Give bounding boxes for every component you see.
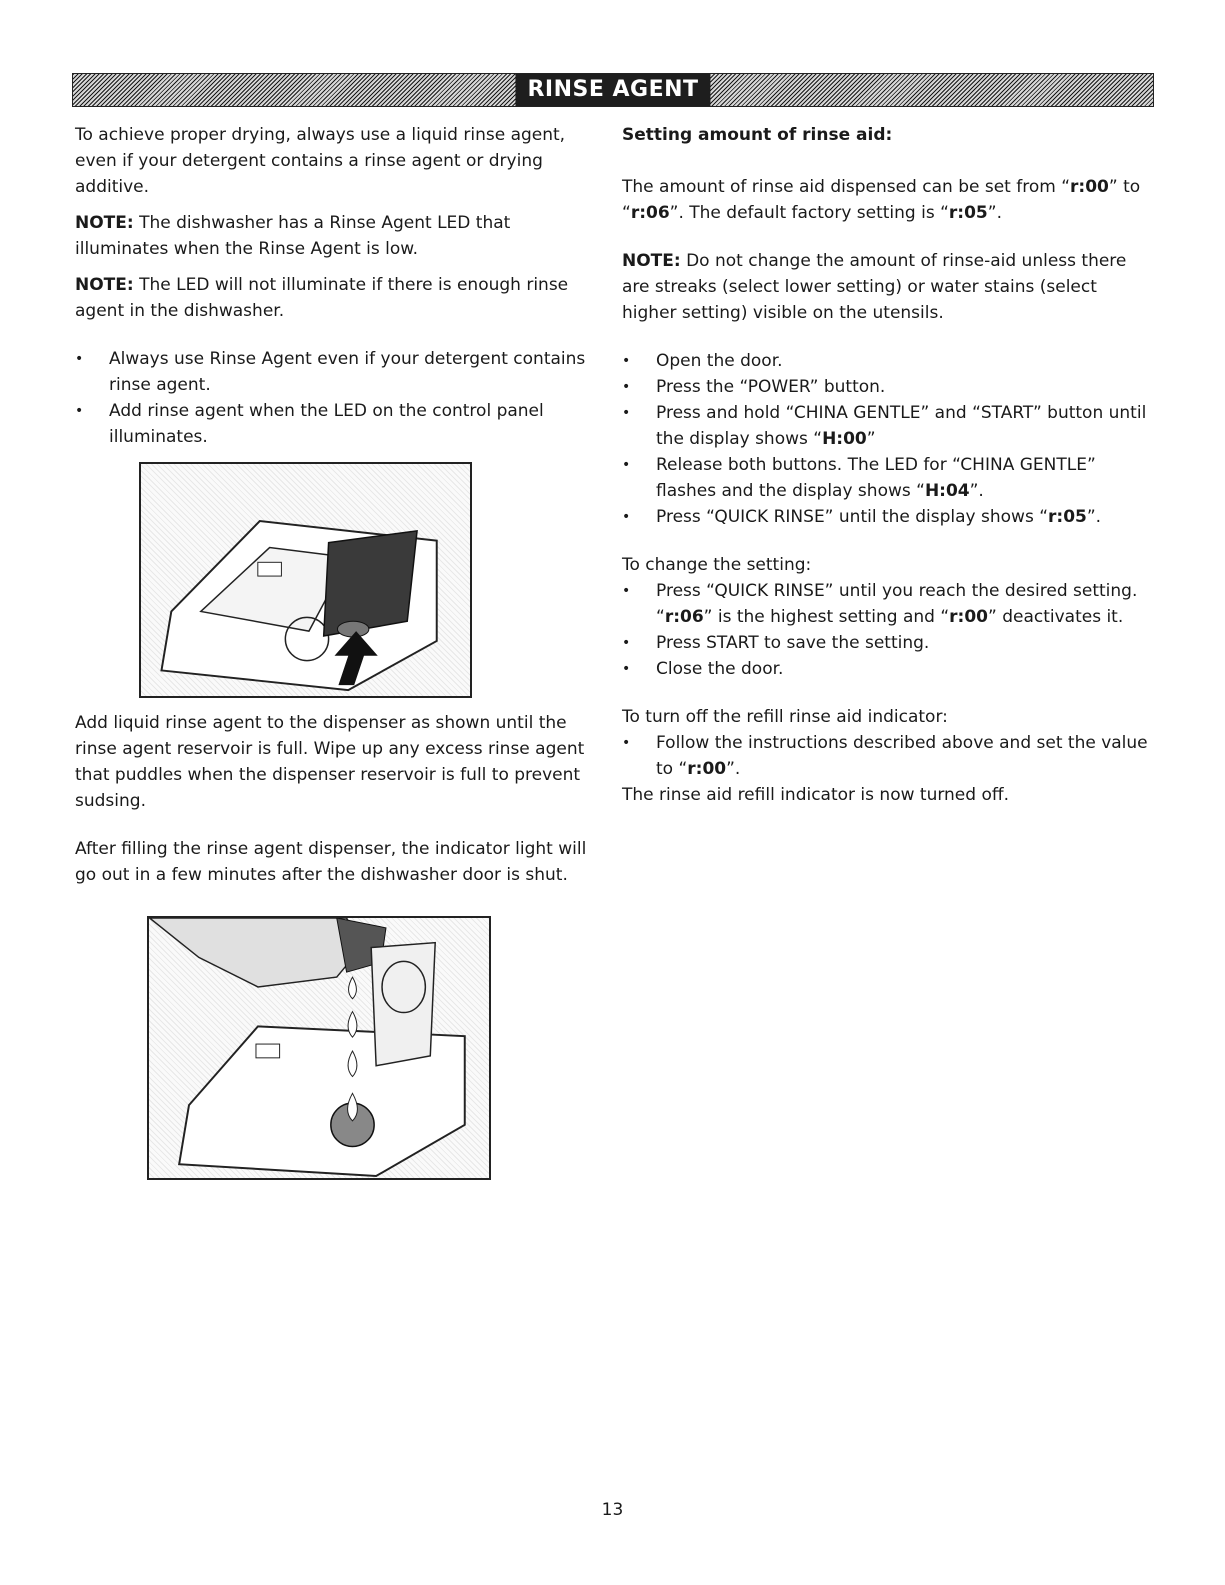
display-code: H:00 <box>822 429 867 449</box>
left-bullet-list <box>75 346 595 450</box>
note-label: NOTE: <box>75 275 134 295</box>
amount-paragraph <box>622 174 1152 226</box>
note-label: NOTE: <box>622 251 681 271</box>
turn-off-list <box>622 730 1152 782</box>
list-item <box>622 730 1152 782</box>
text-span: Press “QUICK RINSE” until the display shows “ <box>656 507 1049 527</box>
left-column <box>75 122 595 1180</box>
dispenser-closed-illustration <box>139 462 472 698</box>
display-code: r:00 <box>949 607 988 627</box>
display-code: r:05 <box>1048 507 1087 527</box>
note-text: The dishwasher has a Rinse Agent LED that illuminates when the Rinse Agent is low. <box>75 213 511 259</box>
list-item: • Always use Rinse Agent even if your detergent contains rinse agent. <box>75 346 595 398</box>
text-span: The amount of rinse aid dispensed can be set from “ <box>622 177 1071 197</box>
section-title: RINSE AGENT <box>515 74 710 106</box>
display-code: r:00 <box>687 759 727 779</box>
change-setting-heading: To change the setting: <box>622 555 812 575</box>
list-item <box>622 578 1152 630</box>
turn-off-heading: To turn off the refill rinse aid indicator: <box>622 707 948 727</box>
text-span: ” is the highest setting and “ <box>703 607 950 627</box>
note-text: Do not change the amount of rinse-aid unless there are streaks (select lower setting) or water stains (select higher setting) visible on the utensils. <box>622 251 1127 323</box>
note-led-enough <box>75 272 595 324</box>
text-span: ”. <box>1086 507 1102 527</box>
text-span: Release both buttons. The LED for “CHINA GENTLE” flashes and the display shows “ <box>656 455 1096 501</box>
code-default: r:05 <box>948 203 988 223</box>
display-code: H:04 <box>924 481 970 501</box>
text-span: ” <box>866 429 876 449</box>
indicator-off-paragraph: The rinse aid refill indicator is now turned off. <box>622 785 1009 805</box>
dispenser-filling-illustration <box>147 916 491 1180</box>
text-span: Follow the instructions described above and set the value to “ <box>656 733 1148 779</box>
page-number: 13 <box>601 1500 624 1520</box>
list-item: • Close the door. <box>622 656 1152 682</box>
text-span: Press and hold “CHINA GENTLE” and “START” button until the display shows “ <box>656 403 1147 449</box>
text-span: ”. <box>726 759 741 779</box>
list-item: • Press START to save the setting. <box>622 630 1152 656</box>
dispenser-filling-drawing <box>149 918 489 1178</box>
right-column <box>622 122 1152 808</box>
note-streaks <box>622 248 1152 326</box>
setting-steps-list <box>622 348 1152 530</box>
list-item <box>622 504 1152 530</box>
code-max: r:06 <box>630 203 670 223</box>
text-span: ”. <box>987 203 1002 223</box>
add-rinse-agent-paragraph: Add liquid rinse agent to the dispenser as shown until the rinse agent reservoir is full. Wipe up any excess rinse agent that puddles when the dispenser reservoir is full to prevent sudsing. <box>75 713 585 811</box>
note-label: NOTE: <box>75 213 134 233</box>
text-span: ”. The default factory setting is “ <box>669 203 949 223</box>
dispenser-closed-drawing <box>141 464 470 696</box>
note-led-low <box>75 210 595 262</box>
list-item <box>622 400 1152 452</box>
section-header-bar <box>72 73 1154 107</box>
display-code: r:06 <box>664 607 704 627</box>
text-span: ” to “ <box>622 177 1141 223</box>
after-filling-paragraph: After filling the rinse agent dispenser, the indicator light will go out in a few minutes after the dishwasher door is shut. <box>75 839 587 885</box>
code-min: r:00 <box>1070 177 1109 197</box>
list-item: • Press the “POWER” button. <box>622 374 1152 400</box>
note-text: The LED will not illuminate if there is enough rinse agent in the dishwasher. <box>75 275 569 321</box>
intro-paragraph: To achieve proper drying, always use a liquid rinse agent, even if your detergent contains a rinse agent or drying additive. <box>75 125 566 197</box>
setting-heading: Setting amount of rinse aid: <box>622 125 893 145</box>
text-span: ” deactivates it. <box>987 607 1124 627</box>
list-item: • Add rinse agent when the LED on the control panel illuminates. <box>75 398 595 450</box>
change-steps-list <box>622 578 1152 682</box>
list-item <box>622 452 1152 504</box>
list-item: • Open the door. <box>622 348 1152 374</box>
text-span: ”. <box>969 481 984 501</box>
text-span: Press “QUICK RINSE” until you reach the desired setting. “ <box>656 581 1138 627</box>
